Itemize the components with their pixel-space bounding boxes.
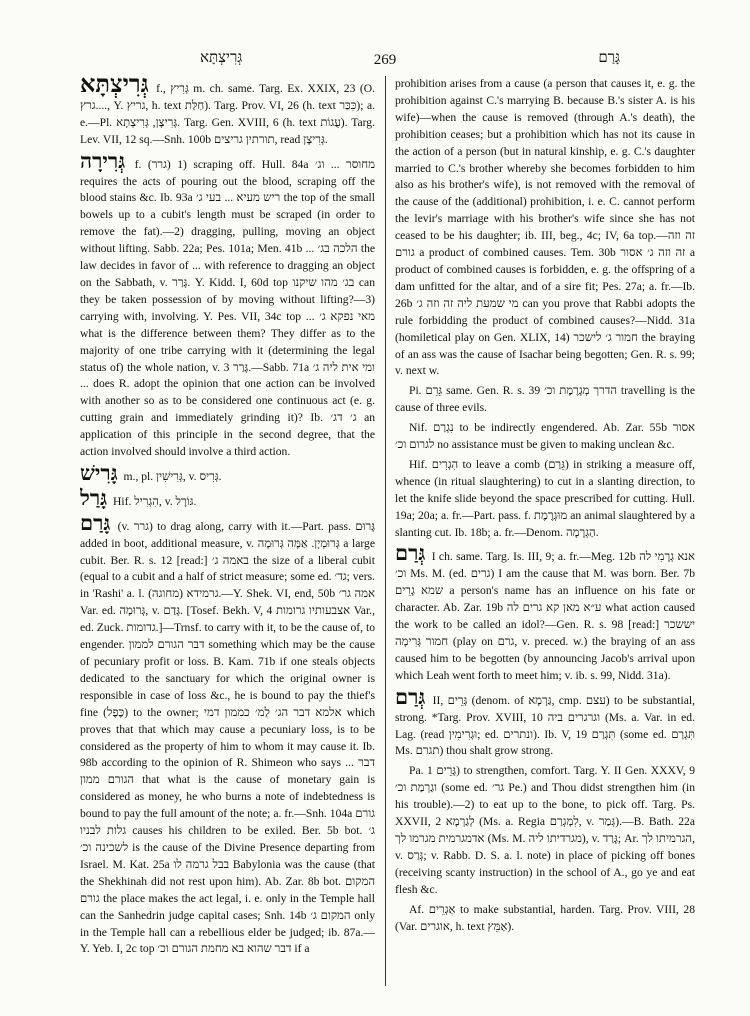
dictionary-entry [395,684,695,761]
dictionary-entry [80,510,375,959]
entry-text: f., גְּרִיץ m. ch. same. Targ. Ex. XXIX, 23 (O. גרץ...., Y. גריץ, h. text חַלַּת). Targ. Prov. VI, 26 (h. text כִּכַּר); a. e.—Pl. גְּרִיצָן, גְּרִיצְתָא. Targ. Gen. XVIII, 6 (h. text עֻגוֹת). Targ. Lev. VII, 12 sq.—Snh. 100b תורתין גריצים, read גְּרִיצָן. [80,82,375,146]
header-left-word: גְּרִיצְתָּא [200,50,243,66]
entry-text: m., pl. גְּרִישִׁין, v. גְּרִיס. [123,469,222,483]
column-divider [385,76,386,986]
left-column [80,76,375,991]
entry-text: (v. גרר) to drag along, carry with it.—Part. pass. גָּרוּם added in boot, additional measure, v. גְּרוּמְיָן. אַמָּה גְּרוּמָה a large cubit. Ber. R. s. 12 [read:] באמה ג׳ the size of a liberal cubit (equal to a cubit and a half of strict measure; some ed. גד׳; vers. in 'Rashi' a. l. גרמידא (מחוגה).—Y. Shek. VI, end, 50b אמה גר׳ Var. ed. גְּרוּמָה, v. גָּדַם. [Tosef. Bekh. V, 4 אצבעותיו גרומות Var., ed. Zuck. גדומות.]—Trnsf. to carry with it, to be the cause of, to engender. דבר הגורם לממון something which may be the cause of pecuniary profit or loss. B. Kam. 71b if one steals objects dedicated to the sanctuary for which the original owner is responsible in case of loss &c., he is bound to pay the thief's fine (כֶּפֶל) to the owner; אלמא דבר הג׳ לַמ׳ כממון דמי which proves that that which may cause a pecuniary loss, is to be considered as the property of him to whom it may cause it. Ib. 98b according to the opinion of R. Shimeon who says ... דבר הגורם ממון that what is the cause of monetary gain is considered as money, he who burns a note of indebtedness is bound to pay the full amount of the note; a. fr.—Snh. 104a גורם גלות לבניו causes his children to be exiled. Ber. 5b bot. ג׳ לשכינה וכ׳ is the cause of the Divine Presence departing from Israel. M. Kat. 25a בבל גרמה לו Babylonia was the cause (that the Shekhinah did not rest upon him). Ab. Zar. 8b bot. המקום גורם the place makes the act legal, i. e. only in the Temple hall can the Sanhedrin judge capital cases; Snh. 14b המקום ג׳ only in the Temple hall can a rebellious elder be judged; ib. 87a.—Y. Yeb. I, 2c top דבר שהוא בא מחמת הגורם וכ׳ if a [80,519,375,956]
dictionary-entry [80,485,375,511]
sub-entry-pael: Pa. גָּרֵים 1) to strengthen, comfort. Targ. Y. II Gen. XXXV, 9 וגַרְמַת וכ׳ (some ed. גר׳ Pe.) and Thou didst strengthen him (in his trouble).—2) to eat up to the bone, to pick off. Targ. Ps. XXVII, 2 לְגַרְמָא (Ms. a. Regia לִמְגְרַם, v. גְּמַר).—B. Bath. 22a אדמגרמית מגרמו לך (Ms. M. מגרדיתו ליה), v. גָּרַד; Ar. הגרמיתו לך, v. גְּרַס; v. Rabb. D. S. a. l. note) in place of picking off bones (receiving scanty instruction) in the school of A., go ye and eat flesh &c. [395,764,695,896]
entry-headword: גָּרַל [80,485,108,510]
sub-entry-afel: Af. אַגְרֵים to make substantial, harden. Targ. Prov. VIII, 28 (Var. אוגרים, h. text אַמֵּץ). [395,902,695,933]
right-column [395,76,695,991]
sub-entry-nifal: Nif. נִגְרַם to be indirectly engendered. Ab. Zar. 55b אסור לגרום וכ׳ no assistance must be given to making unclean &c. [395,421,695,452]
entry-text: f. (גרר) 1) scraping off. Hull. 84a מחוסר ... וג׳ requires the acts of pouring out the blood, scraping off the blood stains &c. Ib. 93a ריש מעיא ... בעי ג׳ the top of the small bowels up to a cubit's length must be scraped (in order to remove the fat).—2) dragging, pulling, moving an object without lifting. Sabb. 22a; Pes. 101a; Men. 41b ... הלכה בג׳ the law decides in favor of ... with reference to dragging an object on the Sabbath, v. גָּרַר. Y. Kidd. I, 60d top בג׳ מהו שיקנו can they be taken possession of by moving without lifting?—3) carrying with, involving. Y. Pes. VII, 34c top ... מאי נפקא ג׳ what is the difference between them? They differ as to the majority of one tribe carrying with it (determining the legal status of) the whole nation, v. גָּרַר 3.—Sabb. 71a ומי אית ליה ג׳ ... does R. adopt the opinion that one action can be involved with another so as to be considered one continuous act (e. g. cutting grain and immediately grinding it)? Ib. ג׳ דג׳ an application of this principle in the second degree, that the action involved should involve a third action. [80,157,375,459]
sub-entry-hifil: Hif. הִגְרִים to leave a comb (גֵּרַם) in striking a measure off, whence (in ritual slaughtering) to cut in a slanting direction, to let the knife slide beyond the space prescribed for cutting. Hull. 19a; 20a; a. fr.—Part. pass. f. מוּגְרֶמֶת an animal slaughtered by a slanting cut. Ib. 18b; a. fr.—Denom. הַגְרָמָה. [395,457,695,539]
dictionary-entry [80,76,375,149]
running-header [80,48,690,74]
dictionary-entry [80,148,375,461]
sub-entry-piel: Pi. גֵּרֵם same. Gen. R. s. 39 הדרך מְגָרֶמֶת וכ׳ travelling is the cause of three evils. [395,384,695,415]
header-right-word: גָּרַם [598,50,620,66]
entry-headword: גְּרַם [395,684,426,709]
entry-headword: גְּרִירָה [80,148,126,173]
entry-headword: גְּרַם [395,541,426,566]
entry-headword: גְּרִיצְתָּא [80,76,149,98]
entry-text: I ch. same. Targ. Is. III, 9; a. fr.—Meg. 12b אנא גְרָמִי לה וכ׳ Ms. M. (ed. גרים) I am the cause that M. was born. Ber. 7b שמא גָרֵים a person's name has an influence on his fate or character. Ab. Zar. 19b ע״א מאן קא גרים לה what action caused the work to be called an idol?—Gen. R. s. 98 [read:] יששכר חמור גְּרִימָה (play on גרם, v. preced. w.) the braying of an ass caused him to be begotten (by announcing Jacob's arrival upon which Leah went forth to meet him; v. ib. s. 99, Nidd. 31a). [395,550,695,682]
entry-headword: גָּרַם [80,510,111,535]
dictionary-entry [395,541,695,684]
dictionary-entry [80,460,375,486]
entry-text: II, גְּרֵים (denom. of גַּרְמָא, cmp. עצם) to be substantial, strong. *Targ. Prov. XVIII, 10 וגרגרים ביה (Ms. a. Var. in ed. Lag. (read וּגְרִימִין; ed. ונתרים). Ib. V, 19 תִּגְרַם (some ed. תִּגְרַם Ms. תגרם) thou shalt grow strong. [395,693,695,758]
page-number: 269 [373,52,397,68]
entry-headword: גָּרִישׁ [80,460,118,485]
entry-continuation: prohibition arises from a cause (a person that causes it, e. g. the prohibition against C.'s marrying B. because B.'s sister A. is his wife)—when the cause is removed (through A.'s death), the prohibition ceases; but a prohibition which has not its cause in the action of a person (but in natural kinship, e. g. C.'s daughter married to C.'s brother whereby she becomes forbidden to him also as his brother's wife), is not removed with the removal of the cause of the (additional) prohibition, i. e. C. cannot perform the levir's marriage with his brother's wife since she has not ceased to be his daughter; ib. III, beg., 4c; IV, 6a top.—זה וזה גורם a product of combined causes. Tem. 30b זה וזה ג׳ אסור a product of combined causes is forbidden, e. g. the offspring of a dam unfitted for the altar, and of a sire fit; Pes. 27a; a. fr.—Ib. 26b מי שמעת ליה זה וזה ג׳ can you prove that Rabbi adopts the rule forbidding the product of combined causes?—Nidd. 31a (homiletical play on Gen. XLIX, 14) חמור ג׳ לישכר the braying of an ass was the cause of Isachar being begotten; Gen. R. s. 99; v. next w. [395,77,695,378]
entry-text: Hif. הִגְרִיל, v. גּוֹרָל. [112,494,197,508]
